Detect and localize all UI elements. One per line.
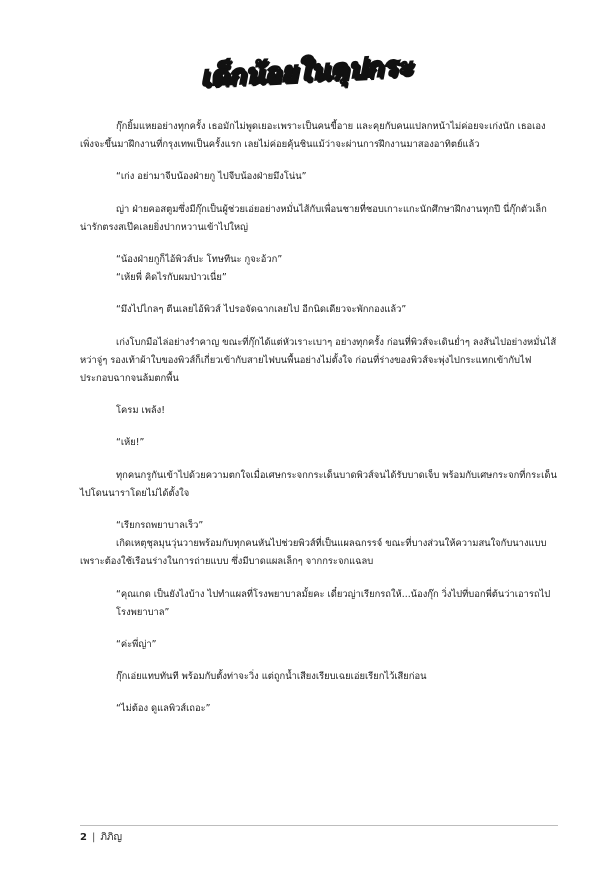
paragraph-dialogue: “น้องฝ่ายกูก็ไอ้พิวส์ปะ โทษทีนะ กูจะอ้วก” [116,254,283,266]
paragraph-dialogue: “ไม่ต้อง ดูแลพิวส์เถอะ” [116,703,211,715]
document-title: เด็กน้อยในคุปกระ [199,49,413,93]
paragraph-dialogue: “เก่ง อย่ามาจีบน้องฝ่ายกู ไปจีบน้องฝ่ายมึงโน่น” [116,171,307,183]
paragraph-narration: กุ๊กยิ้มแหยอย่างทุกครั้ง เธอมักไม่พูดเยอะเพราะเป็นคนขี้อาย และคุยกับคนแปลกหน้าไม่ค่อยจะเก่งนัก เธอเองเพิ่งจะขึ้นมาฝึกงานที่กรุงเทพเป็นครั้งแรก เลยไม่ค่อยคุ้นชินแม้ว่าจะผ่านการฝึกงานมาสองอาทิตย์แล้ว [80,121,546,151]
paragraph-dialogue: “คุณเกด เป็นยังไงบ้าง ไปทำแผลที่โรงพยาบาลมั้ยคะ เดี๋ยวญ่าเรียกรถให้...น้องกุ๊ก วิ่งไปที่บอกพี่ต้นว่าเอารถไปโรงพยาบาล” [116,588,551,618]
title-banner [0,40,612,100]
author-name: ภิภิญ [100,832,123,843]
paragraph-narration: เก่งโบกมือไล่อย่างรำคาญ ขณะที่กุ๊กได้แต่หัวเราะเบาๆ อย่างทุกครั้ง ก่อนที่พิวส์จะเดินย่ำๆ ลงส้นไปอย่างหมั่นไส้ หว่าจู่ๆ รองเท้าผ้าใบของพิวส์ก็เกี่ยวเข้ากับสายไฟบนพื้นอย่างไม่ตั้งใจ ก่อนที่ร่างของพิวส์จะพุ่งไปกระแทกเข้ากับไฟประกอบฉากจนล้มตกพื้น [80,336,557,385]
paragraph-dialogue: “มึงไปไกลๆ ตีนเลยไอ้พิวส์ ไปรอจัดฉากเลยไป อีกนิดเดียวจะพักกองแล้ว” [116,304,407,316]
paragraph-dialogue: “เห้ย!” [116,437,145,449]
paragraph-narration: เกิดเหตุชุลมุนวุ่นวายพร้อมกับทุกคนหันไปช่วยพิวส์ที่เป็นแผลฉกรรจ์ ขณะที่บางส่วนให้ความสนใจกับนางแบบเพราะต้องใช้เรือนร่างในการถ่ายแบบ ซึ่งมีบาดแผลเล็กๆ จากกระจกแฉลบ [80,538,547,568]
story-body [80,118,558,719]
paragraph-narration: ญ่า ฝ่ายคอสตูมซึ่งมีกุ๊กเป็นผู้ช่วยเอ่ยอย่างหมั่นไส้กับเพื่อนชายที่ชอบเกาะแกะนักศึกษาฝึกงานทุกปี นี่กุ๊กตัวเล็กน่ารักตรงสเป๊คเลยยิ่งปากหวานเข้าไปใหญ่ [80,203,547,233]
paragraph-narration: ทุกคนกรูกันเข้าไปด้วยความตกใจเมื่อเศษกระจกกระเด็นบาดพิวส์จนได้รับบาดเจ็บ พร้อมกับเศษกระจกที่กระเด็นไปโดนนาราโดยไม่ได้ตั้งใจ [80,469,557,499]
paragraph-sound-effect: โครม เพล้ง! [116,405,165,417]
footer-separator: | [91,832,96,843]
paragraph-dialogue: “ค่ะพี่ญ่า” [116,639,157,651]
page-footer [80,830,122,845]
paragraph-narration: กุ๊กเอ่ยแทบทันที พร้อมกับตั้งท่าจะวิ่ง แต่ถูกน้ำเสียงเรียบเฉยเอ่ยเรียกไว้เสียก่อน [116,671,427,683]
paragraph-dialogue: “เรียกรถพยาบาลเร็ว” [116,520,204,532]
page-number: 2 [80,832,87,843]
paragraph-dialogue: “เห้ยพี่ คิดไรกับผมป่าวเนี่ย” [116,272,227,284]
footer-divider [80,825,558,826]
